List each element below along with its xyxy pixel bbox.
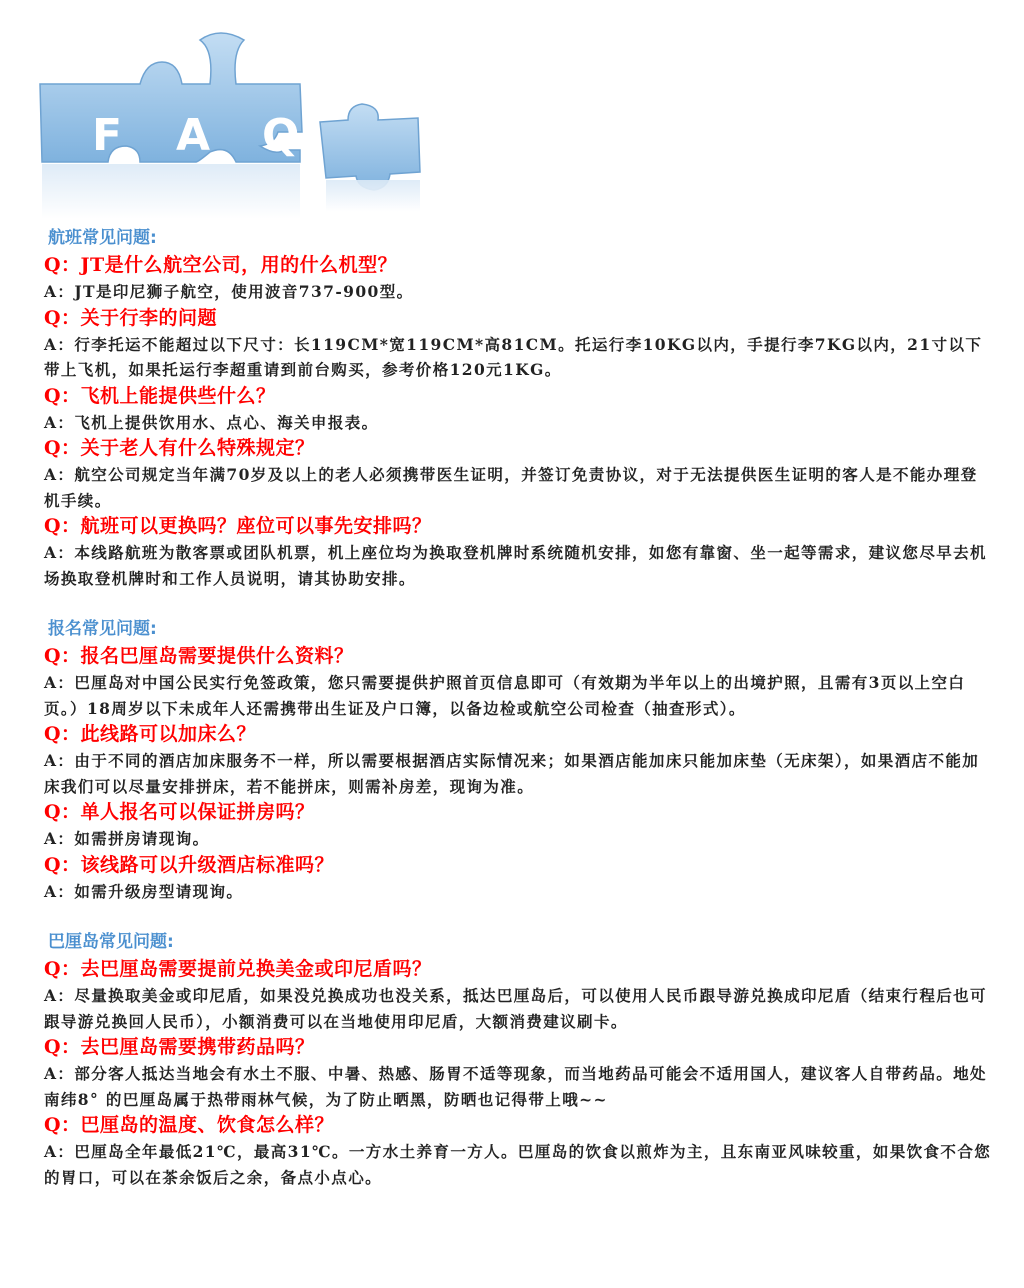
faq-answer: A：行李托运不能超过以下尺寸：长119CM*宽119CM*高81CM。托运行李10KG以内，手提行李7KG以内，21寸以下带上飞机，如果托运行李超重请到前台购买，参考价格120元1KG。 [44, 334, 983, 379]
faq-question: Q：飞机上能提供些什么？ [44, 384, 276, 407]
faq-answer: A：尽量换取美金或印尼盾，如果没兑换成功也没关系，抵达巴厘岛后，可以使用人民币跟导游兑换成印尼盾（结束行程后也可跟导游兑换回人民币），小额消费可以在当地使用印尼盾，大额消费建议刷卡。 [44, 986, 987, 1031]
section-title: 航班常见问题: [48, 228, 157, 248]
faq-question: Q：该线路可以升级酒店标准吗？ [44, 853, 335, 876]
section-title: 巴厘岛常见问题: [48, 932, 174, 952]
faq-answer: A：本线路航班为散客票或团队机票，机上座位均为换取登机牌时系统随机安排，如您有靠窗、坐一起等需求，建议您尽早去机场换取登机牌时和工作人员说明，请其协助安排。 [44, 543, 987, 588]
section-title: 报名常见问题: [48, 619, 157, 639]
faq-question: Q：去巴厘岛需要提前兑换美金或印尼盾吗？ [44, 958, 432, 980]
faq-question: Q：JT是什么航空公司，用的什么机型？ [44, 254, 398, 276]
faq-question: Q：关于行李的问题 [44, 306, 218, 329]
logo-letter-a: A [176, 110, 211, 161]
faq-answer: A：部分客人抵达当地会有水土不服、中暑、热感、肠胃不适等现象，而当地药品可能会不适用国人，建议客人自带药品。地处南纬8° 的巴厘岛属于热带雨林气候，为了防止晒黑，防晒也记得带上哦~~ [44, 1064, 987, 1109]
faq-answer: A：航空公司规定当年满70岁及以上的老人必须携带医生证明，并签订免责协议，对于无法提供医生证明的客人是不能办理登机手续。 [44, 465, 978, 510]
faq-question: Q：航班可以更换吗？座位可以事先安排吗？ [44, 515, 432, 537]
faq-answer: A：如需拼房请现询。 [44, 829, 210, 848]
faq-question: Q：巴厘岛的温度、饮食怎么样？ [44, 1114, 335, 1136]
faq-section [44, 930, 994, 1190]
faq-question: Q：此线路可以加床么？ [44, 723, 257, 745]
faq-answer: A：如需升级房型请现询。 [44, 881, 244, 901]
logo-letter-f: F [92, 110, 123, 161]
faq-puzzle-logo [30, 22, 430, 222]
faq-question: Q：报名巴厘岛需要提供什么资料？ [44, 645, 354, 667]
faq-question: Q：单人报名可以保证拼房吗？ [44, 801, 315, 823]
faq-answer: A：由于不同的酒店加床服务不一样，所以需要根据酒店实际情况来；如果酒店能加床只能加床垫（无床架），如果酒店不能加床我们可以尽量安排拼床，若不能拼床，则需补房差，现询为准。 [44, 751, 980, 796]
faq-section [44, 226, 994, 591]
faq-answer: A：JT是印尼狮子航空，使用波音737-900型。 [44, 282, 414, 301]
faq-section [44, 617, 994, 904]
faq-question: Q：去巴厘岛需要携带药品吗？ [44, 1036, 315, 1058]
faq-answer: A：巴厘岛全年最低21℃，最高31℃。一方水土养育一方人。巴厘岛的饮食以煎炸为主，且东南亚风味较重，如果饮食不合您的胃口，可以在茶余饭后之余，备点小点心。 [44, 1142, 992, 1187]
faq-content [44, 226, 994, 1216]
faq-question: Q：关于老人有什么特殊规定？ [44, 437, 315, 459]
puzzle-graphic [30, 22, 430, 222]
logo-letter-q: Q [262, 110, 300, 161]
faq-answer: A：巴厘岛对中国公民实行免签政策，您只需要提供护照首页信息即可（有效期为半年以上的出境护照，且需有3页以上空白页。）18周岁以下未成年人还需携带出生证及户口簿，以备边检或航空公司检查（抽查形式）。 [44, 673, 966, 718]
faq-answer: A：飞机上提供饮用水、点心、海关申报表。 [44, 412, 379, 432]
